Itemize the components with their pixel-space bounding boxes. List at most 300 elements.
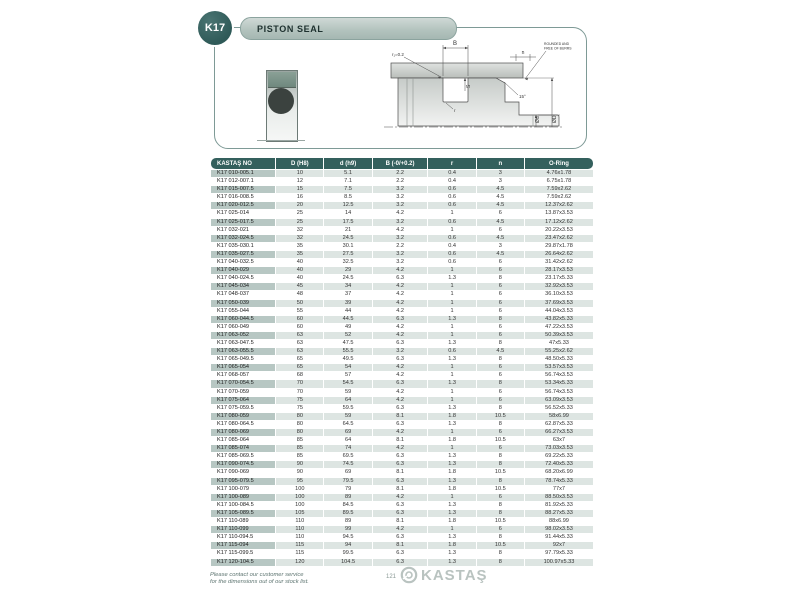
dimension-cell: 3.2 (373, 235, 428, 242)
dimension-cell: 16 (276, 194, 323, 201)
dim-label-n: n (521, 50, 525, 56)
dimension-cell: 4.5 (477, 186, 524, 193)
dimension-cell: 70 (276, 389, 323, 396)
dimension-cell: 8.1 (373, 437, 428, 444)
dimension-cell: 1.8 (428, 486, 475, 493)
table-row (211, 405, 593, 412)
dimension-cell: 79.5 (324, 478, 371, 485)
dimension-cell: 95 (276, 478, 323, 485)
dimension-cell: 8 (477, 550, 524, 557)
dimension-cell: 56.74x3.53 (525, 372, 593, 379)
dimension-cell: 6 (477, 267, 524, 274)
dimension-cell: 4.5 (477, 348, 524, 355)
table-row (211, 283, 593, 290)
col-header-d: d (h9) (324, 158, 371, 169)
table-row (211, 170, 593, 177)
table-row (211, 194, 593, 201)
kastas-logo-icon (400, 566, 418, 584)
part-number-cell: K17 032-024.5 (211, 235, 275, 242)
dimension-cell: 49.5 (324, 356, 371, 363)
dimension-cell: 6 (477, 494, 524, 501)
part-number-cell: K17 100-079 (211, 486, 275, 493)
dimension-cell: 12 (276, 178, 323, 185)
brand-name: KASTAŞ (421, 566, 488, 584)
dimension-cell: 4.76x1.78 (525, 170, 593, 177)
dimension-cell: 120 (276, 559, 323, 566)
dimension-cell: 35 (276, 251, 323, 258)
dimension-cell: 6.3 (373, 461, 428, 468)
dimension-cell: 85 (276, 437, 323, 444)
dimension-cell: 3.2 (373, 219, 428, 226)
dimension-cell: 6 (477, 283, 524, 290)
dimension-cell: 8 (477, 340, 524, 347)
dimension-cell: 65 (276, 364, 323, 371)
dimension-cell: 47.22x3.53 (525, 324, 593, 331)
dimension-cell: 29 (324, 267, 371, 274)
dimension-cell: 100 (276, 486, 323, 493)
dimension-cell: 35 (276, 243, 323, 250)
part-number-cell: K17 025-014 (211, 210, 275, 217)
table-row (211, 510, 593, 517)
oring-icon (268, 88, 294, 114)
leader-angle (504, 82, 518, 95)
dimension-cell: 23.47x2.62 (525, 235, 593, 242)
table-row (211, 518, 593, 525)
dimension-cell: 4.2 (373, 324, 428, 331)
dimension-cell: 3.2 (373, 348, 428, 355)
dimension-cell: 3 (477, 170, 524, 177)
dimension-cell: 8 (477, 534, 524, 541)
dimension-cell: 6.3 (373, 316, 428, 323)
dimension-cell: 4.2 (373, 283, 428, 290)
dimension-cell: 1.3 (428, 316, 475, 323)
dimension-cell: 8 (477, 478, 524, 485)
dimension-cell: 1 (428, 364, 475, 371)
dimension-cell: 6.3 (373, 478, 428, 485)
dimension-cell: 85 (276, 445, 323, 452)
dimension-cell: 32.92x3.53 (525, 283, 593, 290)
part-number-cell: K17 010-005.1 (211, 170, 275, 177)
dimension-cell: 8 (477, 405, 524, 412)
dimension-cell: 30.1 (324, 243, 371, 250)
dimension-cell: 8.1 (373, 469, 428, 476)
part-number-cell: K17 065-049.5 (211, 356, 275, 363)
dimension-cell: 81.92x5.33 (525, 502, 593, 509)
table-row (211, 267, 593, 274)
dimension-cell: 6.3 (373, 559, 428, 566)
dimension-cell: 6.3 (373, 453, 428, 460)
part-number-cell: K17 060-044.5 (211, 316, 275, 323)
dimension-cell: 8 (477, 380, 524, 387)
dimension-cell: 0.6 (428, 251, 475, 258)
table-row (211, 461, 593, 468)
dimension-cell: 54.5 (324, 380, 371, 387)
table-row (211, 429, 593, 436)
dimension-cell: 64 (324, 437, 371, 444)
dimension-cell: 1.3 (428, 478, 475, 485)
dimension-cell: 44 (324, 308, 371, 315)
part-number-cell: K17 040-024.5 (211, 275, 275, 282)
dimension-cell: 24.5 (324, 275, 371, 282)
table-row (211, 372, 593, 379)
dimension-cell: 40 (276, 259, 323, 266)
dimension-cell: 24.5 (324, 235, 371, 242)
dimension-cell: 66.27x3.53 (525, 429, 593, 436)
dimension-cell: 1.8 (428, 542, 475, 549)
part-number-cell: K17 035-027.5 (211, 251, 275, 258)
dimension-cell: 0.4 (428, 243, 475, 250)
dimension-cell: 8 (477, 453, 524, 460)
dimension-cell: 48.50x5.33 (525, 356, 593, 363)
dimension-cell: 63x7 (525, 437, 593, 444)
table-row (211, 502, 593, 509)
dimension-cell: 8 (477, 275, 524, 282)
part-number-cell: K17 060-049 (211, 324, 275, 331)
dimension-cell: 21 (324, 227, 371, 234)
table-row (211, 478, 593, 485)
dimension-cell: 89.5 (324, 510, 371, 517)
page-title: PISTON SEAL (257, 23, 324, 34)
part-number-cell: K17 016-008.5 (211, 194, 275, 201)
dimension-cell: 37 (324, 291, 371, 298)
dimension-cell: 98.02x3.53 (525, 526, 593, 533)
dimension-cell: 7.1 (324, 178, 371, 185)
dimension-cell: 8 (477, 510, 524, 517)
dimension-cell: 12.5 (324, 202, 371, 209)
dim-label-b: B (452, 41, 458, 47)
table-row (211, 308, 593, 315)
table-row (211, 437, 593, 444)
dimension-cell: 1.8 (428, 437, 475, 444)
dimension-cell: 17.5 (324, 219, 371, 226)
dimension-cell: 0.6 (428, 186, 475, 193)
dimension-cell: 1.3 (428, 461, 475, 468)
table-row (211, 324, 593, 331)
dimension-cell: 1.8 (428, 469, 475, 476)
dimension-cell: 7.59x2.62 (525, 194, 593, 201)
table-row (211, 243, 593, 250)
dimension-cell: 1 (428, 300, 475, 307)
dimension-cell: 80 (276, 429, 323, 436)
dimension-cell: 1.3 (428, 550, 475, 557)
dimension-cell: 6.3 (373, 510, 428, 517)
dim-label-od-big: ØD (552, 115, 558, 123)
dimension-cell: 53.34x5.33 (525, 380, 593, 387)
dimension-cell: 100.97x5.33 (525, 559, 593, 566)
dimension-cell: 39 (324, 300, 371, 307)
dimension-cell: 8 (477, 559, 524, 566)
dimension-cell: 12.37x2.62 (525, 202, 593, 209)
dimension-cell: 115 (276, 550, 323, 557)
cylinder-bore (391, 63, 523, 78)
dimension-cell: 1.8 (428, 413, 475, 420)
dimension-cell: 45 (276, 283, 323, 290)
dimension-cell: 70 (276, 380, 323, 387)
part-number-cell: K17 045-034 (211, 283, 275, 290)
table-row (211, 275, 593, 282)
footer-note-line1: Please contact our customer service (210, 572, 304, 578)
dimension-cell: 3.2 (373, 186, 428, 193)
dimension-cell: 6 (477, 372, 524, 379)
part-number-cell: K17 035-030.1 (211, 243, 275, 250)
dimension-cell: 6 (477, 429, 524, 436)
technical-drawing (378, 36, 586, 154)
table-row (211, 291, 593, 298)
dimension-cell: 6.3 (373, 405, 428, 412)
col-header-oring: O-Ring (525, 158, 593, 169)
footer-note-line2: for the dimensions out of our stock list. (210, 579, 309, 585)
dimension-cell: 1 (428, 526, 475, 533)
part-number-cell: K17 110-089 (211, 518, 275, 525)
part-number-cell: K17 040-032.5 (211, 259, 275, 266)
dimension-cell: 80 (276, 421, 323, 428)
dimension-cell: 5.1 (324, 170, 371, 177)
dimension-cell: 2.2 (373, 243, 428, 250)
dim-label-angle: 15° (519, 94, 526, 99)
table-row (211, 469, 593, 476)
dimension-cell: 1 (428, 372, 475, 379)
dimension-cell: 50.39x3.53 (525, 332, 593, 339)
dimension-cell: 115 (276, 542, 323, 549)
dimension-cell: 6 (477, 364, 524, 371)
table-row (211, 421, 593, 428)
dimension-cell: 6.3 (373, 534, 428, 541)
dimension-cell: 6 (477, 227, 524, 234)
dimension-cell: 105 (276, 510, 323, 517)
dimension-cell: 4.2 (373, 397, 428, 404)
dimension-cell: 1.3 (428, 421, 475, 428)
dimension-cell: 79 (324, 486, 371, 493)
part-number-cell: K17 040-029 (211, 267, 275, 274)
dimension-cell: 90 (276, 469, 323, 476)
part-number-cell: K17 025-017.5 (211, 219, 275, 226)
seal-cap (268, 72, 296, 88)
series-badge (198, 11, 232, 45)
dimension-cell: 1.3 (428, 453, 475, 460)
dimension-cell: 43.82x5.33 (525, 316, 593, 323)
dimension-cell: 63 (276, 340, 323, 347)
dimension-cell: 44.5 (324, 316, 371, 323)
part-number-cell: K17 100-089 (211, 494, 275, 501)
dimension-cell: 28.17x3.53 (525, 267, 593, 274)
table-row (211, 316, 593, 323)
dimension-cell: 1.3 (428, 380, 475, 387)
dimension-cell: 56.52x5.33 (525, 405, 593, 412)
table-row (211, 486, 593, 493)
note-rounded-line1: ROUNDED AND (544, 42, 570, 46)
dimension-cell: 4.2 (373, 227, 428, 234)
dimension-cell: 8 (477, 461, 524, 468)
dimension-cell: 10.5 (477, 542, 524, 549)
table-row (211, 219, 593, 226)
col-header-B: B (-0/+0.2) (373, 158, 428, 169)
dimension-cell: 6 (477, 291, 524, 298)
dimension-cell: 1.3 (428, 340, 475, 347)
dimension-cell: 8 (477, 316, 524, 323)
dimension-cell: 60 (276, 324, 323, 331)
dimension-cell: 6 (477, 445, 524, 452)
dimension-cell: 8.1 (373, 542, 428, 549)
dimension-cell: 75 (276, 405, 323, 412)
table-row (211, 380, 593, 387)
part-number-cell: K17 120-104.5 (211, 559, 275, 566)
dimension-cell: 63 (276, 332, 323, 339)
dimension-cell: 1.3 (428, 534, 475, 541)
dimension-cell: 1 (428, 429, 475, 436)
dimension-cell: 4.2 (373, 494, 428, 501)
dimension-cell: 7.59x2.62 (525, 186, 593, 193)
dimension-cell: 59 (324, 413, 371, 420)
dimension-cell: 4.2 (373, 308, 428, 315)
table-row (211, 300, 593, 307)
dimension-cell: 63 (276, 348, 323, 355)
part-number-cell: K17 110-094.5 (211, 534, 275, 541)
dimension-cell: 8 (477, 356, 524, 363)
dimension-cell: 6 (477, 259, 524, 266)
dimension-cell: 88.27x5.33 (525, 510, 593, 517)
part-number-cell: K17 080-069 (211, 429, 275, 436)
part-number-cell: K17 085-069.5 (211, 453, 275, 460)
dimension-cell: 56.74x3.53 (525, 389, 593, 396)
dimension-cell: 1.3 (428, 405, 475, 412)
dimension-cell: 59 (324, 389, 371, 396)
dimension-cell: 0.6 (428, 235, 475, 242)
brand-logo (400, 566, 488, 584)
dimension-cell: 85 (276, 453, 323, 460)
dimension-cell: 1.3 (428, 356, 475, 363)
dimension-cell: 1 (428, 210, 475, 217)
dimension-cell: 10.5 (477, 486, 524, 493)
table-row (211, 235, 593, 242)
dimension-cell: 60 (276, 316, 323, 323)
dimension-cell: 6.3 (373, 550, 428, 557)
leader-rounded (525, 51, 546, 79)
dimension-cell: 59.5 (324, 405, 371, 412)
dimension-cell: 0.6 (428, 348, 475, 355)
part-number-cell: K17 100-084.5 (211, 502, 275, 509)
table-row (211, 259, 593, 266)
dimension-cell: 17.12x2.62 (525, 219, 593, 226)
table-row (211, 227, 593, 234)
dimension-cell: 3 (477, 243, 524, 250)
table-row (211, 397, 593, 404)
dimension-cell: 29.87x1.78 (525, 243, 593, 250)
dimension-cell: 4.2 (373, 364, 428, 371)
part-number-cell: K17 032-021 (211, 227, 275, 234)
part-number-cell: K17 050-039 (211, 300, 275, 307)
dimension-cell: 64.5 (324, 421, 371, 428)
dimension-cell: 4.2 (373, 445, 428, 452)
table-row (211, 210, 593, 217)
dimension-cell: 32 (276, 227, 323, 234)
part-number-cell: K17 063-052 (211, 332, 275, 339)
table-row (211, 178, 593, 185)
dimension-cell: 4.5 (477, 194, 524, 201)
dimension-cell: 72.40x5.33 (525, 461, 593, 468)
seal-cross-section-icon (266, 70, 298, 142)
dimension-cell: 6.3 (373, 380, 428, 387)
dimension-cell: 1 (428, 494, 475, 501)
dimension-cell: 55 (276, 308, 323, 315)
table-row (211, 340, 593, 347)
dimension-cell: 4.2 (373, 210, 428, 217)
dimension-cell: 27.5 (324, 251, 371, 258)
dimension-cell: 77x7 (525, 486, 593, 493)
part-number-cell: K17 012-007.1 (211, 178, 275, 185)
series-badge-label: K17 (204, 22, 226, 34)
dimension-cell: 75 (276, 397, 323, 404)
table-row (211, 453, 593, 460)
dim-arrow-od-big (551, 78, 553, 81)
dimension-cell: 1 (428, 332, 475, 339)
dimension-cell: 1 (428, 445, 475, 452)
dimension-cell: 69 (324, 469, 371, 476)
dimension-cell: 6.3 (373, 421, 428, 428)
part-number-cell: K17 070-054.5 (211, 380, 275, 387)
col-header-D: D (H8) (276, 158, 323, 169)
dimension-cell: 58x6.99 (525, 413, 593, 420)
dimension-cell: 47x5.33 (525, 340, 593, 347)
dimension-cell: 3.2 (373, 251, 428, 258)
dimension-cell: 0.4 (428, 178, 475, 185)
table-row (211, 186, 593, 193)
dimension-cell: 53.57x3.53 (525, 364, 593, 371)
dimension-cell: 15 (276, 186, 323, 193)
dimension-cell: 68.20x6.99 (525, 469, 593, 476)
note-rounded-line2: FREE OF BURRS (544, 46, 572, 51)
dimension-cell: 4.2 (373, 291, 428, 298)
dimension-cell: 6.75x1.78 (525, 178, 593, 185)
table-row (211, 550, 593, 557)
dimension-cell: 6.3 (373, 502, 428, 509)
dimension-cell: 92x7 (525, 542, 593, 549)
dimension-cell: 55.25x2.62 (525, 348, 593, 355)
dimension-cell: 40 (276, 267, 323, 274)
dimension-cell: 10.5 (477, 437, 524, 444)
col-header-kastas-no: KASTAŞ NO (211, 158, 275, 169)
col-header-r: r (428, 158, 475, 169)
part-number-cell: K17 105-089.5 (211, 510, 275, 517)
dimension-cell: 8.5 (324, 194, 371, 201)
dimension-cell: 4.5 (477, 219, 524, 226)
dimension-cell: 6 (477, 300, 524, 307)
dimension-cell: 69 (324, 429, 371, 436)
dimension-cell: 1 (428, 283, 475, 290)
dimension-cell: 1 (428, 324, 475, 331)
dimension-cell: 2.2 (373, 170, 428, 177)
dimension-cell: 65 (276, 356, 323, 363)
dimension-cell: 3 (477, 178, 524, 185)
dimension-cell: 8.1 (373, 486, 428, 493)
dimension-cell: 37.69x3.53 (525, 300, 593, 307)
table-row (211, 356, 593, 363)
table-header-row (211, 158, 593, 169)
dimension-cell: 44.04x3.53 (525, 308, 593, 315)
dimension-cell: 1.3 (428, 502, 475, 509)
dimension-cell: 63.09x3.53 (525, 397, 593, 404)
dimension-cell: 4.5 (477, 202, 524, 209)
dimension-cell: 1 (428, 397, 475, 404)
dimension-cell: 110 (276, 526, 323, 533)
dimension-cell: 110 (276, 534, 323, 541)
dimension-cell: 104.5 (324, 559, 371, 566)
dimension-cell: 52 (324, 332, 371, 339)
dimension-cell: 8 (477, 502, 524, 509)
dim-label-od-small: Ød (535, 116, 541, 123)
dimension-cell: 4.2 (373, 300, 428, 307)
dimension-cell: 25 (276, 210, 323, 217)
part-number-cell: K17 063-047.5 (211, 340, 275, 347)
